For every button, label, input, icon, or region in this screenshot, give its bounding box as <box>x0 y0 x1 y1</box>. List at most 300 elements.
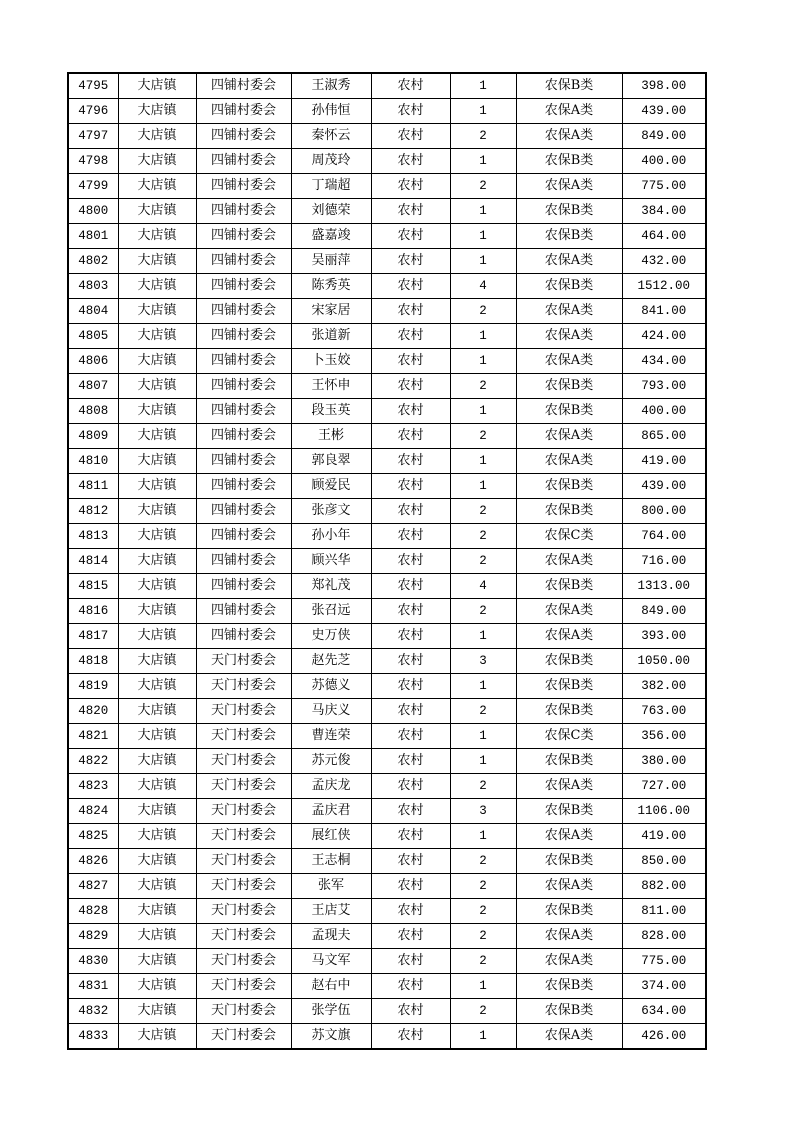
name-cell: 张道新 <box>291 324 371 349</box>
table-row <box>68 399 706 424</box>
household-type-cell: 农村 <box>371 274 450 299</box>
insurance-category-cell: 农保C类 <box>516 724 622 749</box>
town-cell: 大店镇 <box>118 724 196 749</box>
record-id-cell: 4825 <box>68 824 118 849</box>
household-type-cell: 农村 <box>371 849 450 874</box>
amount-cell: 850.00 <box>622 849 706 874</box>
member-count-cell: 2 <box>450 424 516 449</box>
table-row <box>68 924 706 949</box>
insurance-category-cell: 农保A类 <box>516 449 622 474</box>
member-count-cell: 1 <box>450 474 516 499</box>
name-cell: 苏文旗 <box>291 1024 371 1050</box>
member-count-cell: 2 <box>450 499 516 524</box>
town-cell: 大店镇 <box>118 174 196 199</box>
household-type-cell: 农村 <box>371 824 450 849</box>
household-type-cell: 农村 <box>371 924 450 949</box>
record-id-cell: 4833 <box>68 1024 118 1050</box>
town-cell: 大店镇 <box>118 974 196 999</box>
record-id-cell: 4809 <box>68 424 118 449</box>
amount-cell: 882.00 <box>622 874 706 899</box>
member-count-cell: 1 <box>450 974 516 999</box>
member-count-cell: 2 <box>450 924 516 949</box>
name-cell: 孟庆龙 <box>291 774 371 799</box>
record-id-cell: 4806 <box>68 349 118 374</box>
household-type-cell: 农村 <box>371 574 450 599</box>
record-id-cell: 4807 <box>68 374 118 399</box>
record-id-cell: 4832 <box>68 999 118 1024</box>
record-id-cell: 4829 <box>68 924 118 949</box>
table-row <box>68 999 706 1024</box>
name-cell: 孟庆君 <box>291 799 371 824</box>
record-id-cell: 4802 <box>68 249 118 274</box>
table-row <box>68 699 706 724</box>
record-id-cell: 4824 <box>68 799 118 824</box>
village-committee-cell: 四铺村委会 <box>196 424 291 449</box>
amount-cell: 432.00 <box>622 249 706 274</box>
village-committee-cell: 四铺村委会 <box>196 374 291 399</box>
amount-cell: 865.00 <box>622 424 706 449</box>
amount-cell: 398.00 <box>622 73 706 99</box>
table-row <box>68 174 706 199</box>
member-count-cell: 2 <box>450 599 516 624</box>
household-type-cell: 农村 <box>371 999 450 1024</box>
table-row <box>68 774 706 799</box>
member-count-cell: 2 <box>450 174 516 199</box>
member-count-cell: 1 <box>450 749 516 774</box>
amount-cell: 634.00 <box>622 999 706 1024</box>
amount-cell: 400.00 <box>622 399 706 424</box>
insurance-category-cell: 农保A类 <box>516 124 622 149</box>
village-committee-cell: 四铺村委会 <box>196 249 291 274</box>
record-id-cell: 4827 <box>68 874 118 899</box>
insurance-category-cell: 农保A类 <box>516 924 622 949</box>
table-row <box>68 299 706 324</box>
village-committee-cell: 四铺村委会 <box>196 499 291 524</box>
table-row <box>68 474 706 499</box>
town-cell: 大店镇 <box>118 599 196 624</box>
amount-cell: 424.00 <box>622 324 706 349</box>
member-count-cell: 1 <box>450 199 516 224</box>
member-count-cell: 2 <box>450 549 516 574</box>
household-type-cell: 农村 <box>371 549 450 574</box>
town-cell: 大店镇 <box>118 73 196 99</box>
name-cell: 陈秀英 <box>291 274 371 299</box>
insurance-category-cell: 农保A类 <box>516 624 622 649</box>
amount-cell: 374.00 <box>622 974 706 999</box>
insurance-category-cell: 农保B类 <box>516 974 622 999</box>
record-id-cell: 4812 <box>68 499 118 524</box>
member-count-cell: 2 <box>450 874 516 899</box>
amount-cell: 727.00 <box>622 774 706 799</box>
records-table <box>67 72 707 1050</box>
table-row <box>68 849 706 874</box>
village-committee-cell: 天门村委会 <box>196 974 291 999</box>
name-cell: 段玉英 <box>291 399 371 424</box>
record-id-cell: 4830 <box>68 949 118 974</box>
town-cell: 大店镇 <box>118 824 196 849</box>
household-type-cell: 农村 <box>371 599 450 624</box>
name-cell: 孟现夫 <box>291 924 371 949</box>
household-type-cell: 农村 <box>371 674 450 699</box>
insurance-category-cell: 农保A类 <box>516 874 622 899</box>
member-count-cell: 3 <box>450 649 516 674</box>
amount-cell: 382.00 <box>622 674 706 699</box>
household-type-cell: 农村 <box>371 374 450 399</box>
household-type-cell: 农村 <box>371 474 450 499</box>
name-cell: 赵右中 <box>291 974 371 999</box>
member-count-cell: 2 <box>450 899 516 924</box>
table-row <box>68 1024 706 1050</box>
household-type-cell: 农村 <box>371 624 450 649</box>
table-row <box>68 224 706 249</box>
insurance-category-cell: 农保A类 <box>516 174 622 199</box>
town-cell: 大店镇 <box>118 549 196 574</box>
record-id-cell: 4819 <box>68 674 118 699</box>
amount-cell: 716.00 <box>622 549 706 574</box>
amount-cell: 775.00 <box>622 174 706 199</box>
village-committee-cell: 四铺村委会 <box>196 324 291 349</box>
village-committee-cell: 四铺村委会 <box>196 624 291 649</box>
village-committee-cell: 四铺村委会 <box>196 574 291 599</box>
amount-cell: 356.00 <box>622 724 706 749</box>
household-type-cell: 农村 <box>371 649 450 674</box>
insurance-category-cell: 农保A类 <box>516 99 622 124</box>
village-committee-cell: 天门村委会 <box>196 949 291 974</box>
household-type-cell: 农村 <box>371 949 450 974</box>
member-count-cell: 2 <box>450 849 516 874</box>
insurance-category-cell: 农保B类 <box>516 274 622 299</box>
table-row <box>68 124 706 149</box>
record-id-cell: 4796 <box>68 99 118 124</box>
member-count-cell: 1 <box>450 149 516 174</box>
amount-cell: 764.00 <box>622 524 706 549</box>
member-count-cell: 1 <box>450 824 516 849</box>
name-cell: 张军 <box>291 874 371 899</box>
member-count-cell: 1 <box>450 449 516 474</box>
table-row <box>68 349 706 374</box>
amount-cell: 439.00 <box>622 474 706 499</box>
record-id-cell: 4813 <box>68 524 118 549</box>
table-row <box>68 649 706 674</box>
amount-cell: 849.00 <box>622 124 706 149</box>
member-count-cell: 1 <box>450 224 516 249</box>
table-row <box>68 899 706 924</box>
household-type-cell: 农村 <box>371 499 450 524</box>
insurance-category-cell: 农保B类 <box>516 149 622 174</box>
table-row <box>68 149 706 174</box>
name-cell: 马庆义 <box>291 699 371 724</box>
amount-cell: 1512.00 <box>622 274 706 299</box>
name-cell: 刘德荣 <box>291 199 371 224</box>
name-cell: 王志桐 <box>291 849 371 874</box>
insurance-category-cell: 农保B类 <box>516 749 622 774</box>
town-cell: 大店镇 <box>118 124 196 149</box>
town-cell: 大店镇 <box>118 499 196 524</box>
record-id-cell: 4795 <box>68 73 118 99</box>
town-cell: 大店镇 <box>118 699 196 724</box>
village-committee-cell: 天门村委会 <box>196 924 291 949</box>
village-committee-cell: 四铺村委会 <box>196 299 291 324</box>
record-id-cell: 4814 <box>68 549 118 574</box>
name-cell: 周茂玲 <box>291 149 371 174</box>
insurance-category-cell: 农保B类 <box>516 674 622 699</box>
insurance-category-cell: 农保A类 <box>516 424 622 449</box>
name-cell: 盛嘉竣 <box>291 224 371 249</box>
town-cell: 大店镇 <box>118 299 196 324</box>
member-count-cell: 2 <box>450 999 516 1024</box>
household-type-cell: 农村 <box>371 724 450 749</box>
amount-cell: 439.00 <box>622 99 706 124</box>
town-cell: 大店镇 <box>118 849 196 874</box>
amount-cell: 775.00 <box>622 949 706 974</box>
insurance-category-cell: 农保B类 <box>516 849 622 874</box>
household-type-cell: 农村 <box>371 99 450 124</box>
town-cell: 大店镇 <box>118 274 196 299</box>
town-cell: 大店镇 <box>118 199 196 224</box>
member-count-cell: 1 <box>450 399 516 424</box>
town-cell: 大店镇 <box>118 574 196 599</box>
village-committee-cell: 天门村委会 <box>196 699 291 724</box>
record-id-cell: 4803 <box>68 274 118 299</box>
town-cell: 大店镇 <box>118 649 196 674</box>
table-row <box>68 73 706 99</box>
insurance-category-cell: 农保A类 <box>516 1024 622 1050</box>
household-type-cell: 农村 <box>371 449 450 474</box>
table-row <box>68 749 706 774</box>
member-count-cell: 4 <box>450 274 516 299</box>
amount-cell: 763.00 <box>622 699 706 724</box>
household-type-cell: 农村 <box>371 73 450 99</box>
table-row <box>68 274 706 299</box>
town-cell: 大店镇 <box>118 999 196 1024</box>
amount-cell: 434.00 <box>622 349 706 374</box>
table-row <box>68 524 706 549</box>
insurance-category-cell: 农保B类 <box>516 999 622 1024</box>
table-row <box>68 199 706 224</box>
member-count-cell: 1 <box>450 99 516 124</box>
record-id-cell: 4826 <box>68 849 118 874</box>
household-type-cell: 农村 <box>371 899 450 924</box>
insurance-category-cell: 农保A类 <box>516 774 622 799</box>
village-committee-cell: 四铺村委会 <box>196 524 291 549</box>
village-committee-cell: 天门村委会 <box>196 824 291 849</box>
insurance-category-cell: 农保C类 <box>516 524 622 549</box>
name-cell: 丁瑞超 <box>291 174 371 199</box>
amount-cell: 380.00 <box>622 749 706 774</box>
name-cell: 张召远 <box>291 599 371 624</box>
insurance-category-cell: 农保B类 <box>516 899 622 924</box>
town-cell: 大店镇 <box>118 449 196 474</box>
name-cell: 孙伟恒 <box>291 99 371 124</box>
table-row <box>68 449 706 474</box>
insurance-category-cell: 农保B类 <box>516 699 622 724</box>
record-id-cell: 4822 <box>68 749 118 774</box>
member-count-cell: 2 <box>450 949 516 974</box>
household-type-cell: 农村 <box>371 524 450 549</box>
member-count-cell: 1 <box>450 324 516 349</box>
insurance-category-cell: 农保A类 <box>516 949 622 974</box>
member-count-cell: 2 <box>450 299 516 324</box>
insurance-category-cell: 农保A类 <box>516 349 622 374</box>
name-cell: 卜玉姣 <box>291 349 371 374</box>
member-count-cell: 1 <box>450 724 516 749</box>
town-cell: 大店镇 <box>118 474 196 499</box>
table-row <box>68 549 706 574</box>
amount-cell: 1050.00 <box>622 649 706 674</box>
village-committee-cell: 天门村委会 <box>196 674 291 699</box>
town-cell: 大店镇 <box>118 624 196 649</box>
household-type-cell: 农村 <box>371 699 450 724</box>
amount-cell: 419.00 <box>622 449 706 474</box>
village-committee-cell: 四铺村委会 <box>196 224 291 249</box>
village-committee-cell: 四铺村委会 <box>196 449 291 474</box>
household-type-cell: 农村 <box>371 399 450 424</box>
insurance-category-cell: 农保B类 <box>516 499 622 524</box>
record-id-cell: 4810 <box>68 449 118 474</box>
amount-cell: 393.00 <box>622 624 706 649</box>
amount-cell: 800.00 <box>622 499 706 524</box>
record-id-cell: 4815 <box>68 574 118 599</box>
village-committee-cell: 四铺村委会 <box>196 549 291 574</box>
member-count-cell: 2 <box>450 774 516 799</box>
name-cell: 孙小年 <box>291 524 371 549</box>
record-id-cell: 4811 <box>68 474 118 499</box>
village-committee-cell: 四铺村委会 <box>196 599 291 624</box>
record-id-cell: 4821 <box>68 724 118 749</box>
table-body <box>68 73 706 1049</box>
town-cell: 大店镇 <box>118 949 196 974</box>
village-committee-cell: 四铺村委会 <box>196 99 291 124</box>
household-type-cell: 农村 <box>371 1024 450 1050</box>
member-count-cell: 2 <box>450 374 516 399</box>
village-committee-cell: 天门村委会 <box>196 774 291 799</box>
insurance-category-cell: 农保B类 <box>516 574 622 599</box>
town-cell: 大店镇 <box>118 249 196 274</box>
village-committee-cell: 天门村委会 <box>196 1024 291 1050</box>
insurance-category-cell: 农保A类 <box>516 824 622 849</box>
table-row <box>68 824 706 849</box>
household-type-cell: 农村 <box>371 424 450 449</box>
member-count-cell: 2 <box>450 124 516 149</box>
insurance-category-cell: 农保B类 <box>516 399 622 424</box>
village-committee-cell: 天门村委会 <box>196 799 291 824</box>
record-id-cell: 4823 <box>68 774 118 799</box>
amount-cell: 1106.00 <box>622 799 706 824</box>
record-id-cell: 4801 <box>68 224 118 249</box>
village-committee-cell: 四铺村委会 <box>196 174 291 199</box>
name-cell: 王淑秀 <box>291 73 371 99</box>
table-row <box>68 99 706 124</box>
household-type-cell: 农村 <box>371 174 450 199</box>
member-count-cell: 1 <box>450 1024 516 1050</box>
record-id-cell: 4808 <box>68 399 118 424</box>
amount-cell: 419.00 <box>622 824 706 849</box>
member-count-cell: 1 <box>450 73 516 99</box>
amount-cell: 828.00 <box>622 924 706 949</box>
town-cell: 大店镇 <box>118 774 196 799</box>
table-row <box>68 624 706 649</box>
record-id-cell: 4828 <box>68 899 118 924</box>
insurance-category-cell: 农保A类 <box>516 249 622 274</box>
household-type-cell: 农村 <box>371 874 450 899</box>
town-cell: 大店镇 <box>118 99 196 124</box>
household-type-cell: 农村 <box>371 749 450 774</box>
village-committee-cell: 四铺村委会 <box>196 73 291 99</box>
name-cell: 展红侠 <box>291 824 371 849</box>
record-id-cell: 4805 <box>68 324 118 349</box>
name-cell: 张彦文 <box>291 499 371 524</box>
village-committee-cell: 天门村委会 <box>196 999 291 1024</box>
household-type-cell: 农村 <box>371 149 450 174</box>
household-type-cell: 农村 <box>371 224 450 249</box>
table-row <box>68 424 706 449</box>
name-cell: 宋家居 <box>291 299 371 324</box>
name-cell: 赵先芝 <box>291 649 371 674</box>
insurance-category-cell: 农保A类 <box>516 549 622 574</box>
name-cell: 王怀申 <box>291 374 371 399</box>
insurance-category-cell: 农保A类 <box>516 299 622 324</box>
table-row <box>68 724 706 749</box>
table-row <box>68 949 706 974</box>
town-cell: 大店镇 <box>118 799 196 824</box>
name-cell: 郑礼茂 <box>291 574 371 599</box>
amount-cell: 841.00 <box>622 299 706 324</box>
name-cell: 苏德义 <box>291 674 371 699</box>
member-count-cell: 1 <box>450 249 516 274</box>
town-cell: 大店镇 <box>118 374 196 399</box>
village-committee-cell: 四铺村委会 <box>196 349 291 374</box>
amount-cell: 384.00 <box>622 199 706 224</box>
table-row <box>68 249 706 274</box>
insurance-category-cell: 农保B类 <box>516 73 622 99</box>
name-cell: 吴丽萍 <box>291 249 371 274</box>
member-count-cell: 1 <box>450 674 516 699</box>
household-type-cell: 农村 <box>371 799 450 824</box>
town-cell: 大店镇 <box>118 424 196 449</box>
town-cell: 大店镇 <box>118 324 196 349</box>
village-committee-cell: 四铺村委会 <box>196 124 291 149</box>
amount-cell: 811.00 <box>622 899 706 924</box>
household-type-cell: 农村 <box>371 774 450 799</box>
household-type-cell: 农村 <box>371 324 450 349</box>
name-cell: 曹连荣 <box>291 724 371 749</box>
table-row <box>68 799 706 824</box>
record-id-cell: 4800 <box>68 199 118 224</box>
town-cell: 大店镇 <box>118 924 196 949</box>
village-committee-cell: 天门村委会 <box>196 899 291 924</box>
name-cell: 史万侠 <box>291 624 371 649</box>
record-id-cell: 4816 <box>68 599 118 624</box>
town-cell: 大店镇 <box>118 674 196 699</box>
name-cell: 马文军 <box>291 949 371 974</box>
household-type-cell: 农村 <box>371 124 450 149</box>
name-cell: 王彬 <box>291 424 371 449</box>
name-cell: 顾兴华 <box>291 549 371 574</box>
village-committee-cell: 天门村委会 <box>196 849 291 874</box>
name-cell: 张学伍 <box>291 999 371 1024</box>
member-count-cell: 1 <box>450 624 516 649</box>
insurance-category-cell: 农保A类 <box>516 324 622 349</box>
name-cell: 苏元俊 <box>291 749 371 774</box>
record-id-cell: 4797 <box>68 124 118 149</box>
household-type-cell: 农村 <box>371 974 450 999</box>
household-type-cell: 农村 <box>371 349 450 374</box>
record-id-cell: 4817 <box>68 624 118 649</box>
town-cell: 大店镇 <box>118 1024 196 1050</box>
household-type-cell: 农村 <box>371 299 450 324</box>
member-count-cell: 3 <box>450 799 516 824</box>
table-row <box>68 499 706 524</box>
